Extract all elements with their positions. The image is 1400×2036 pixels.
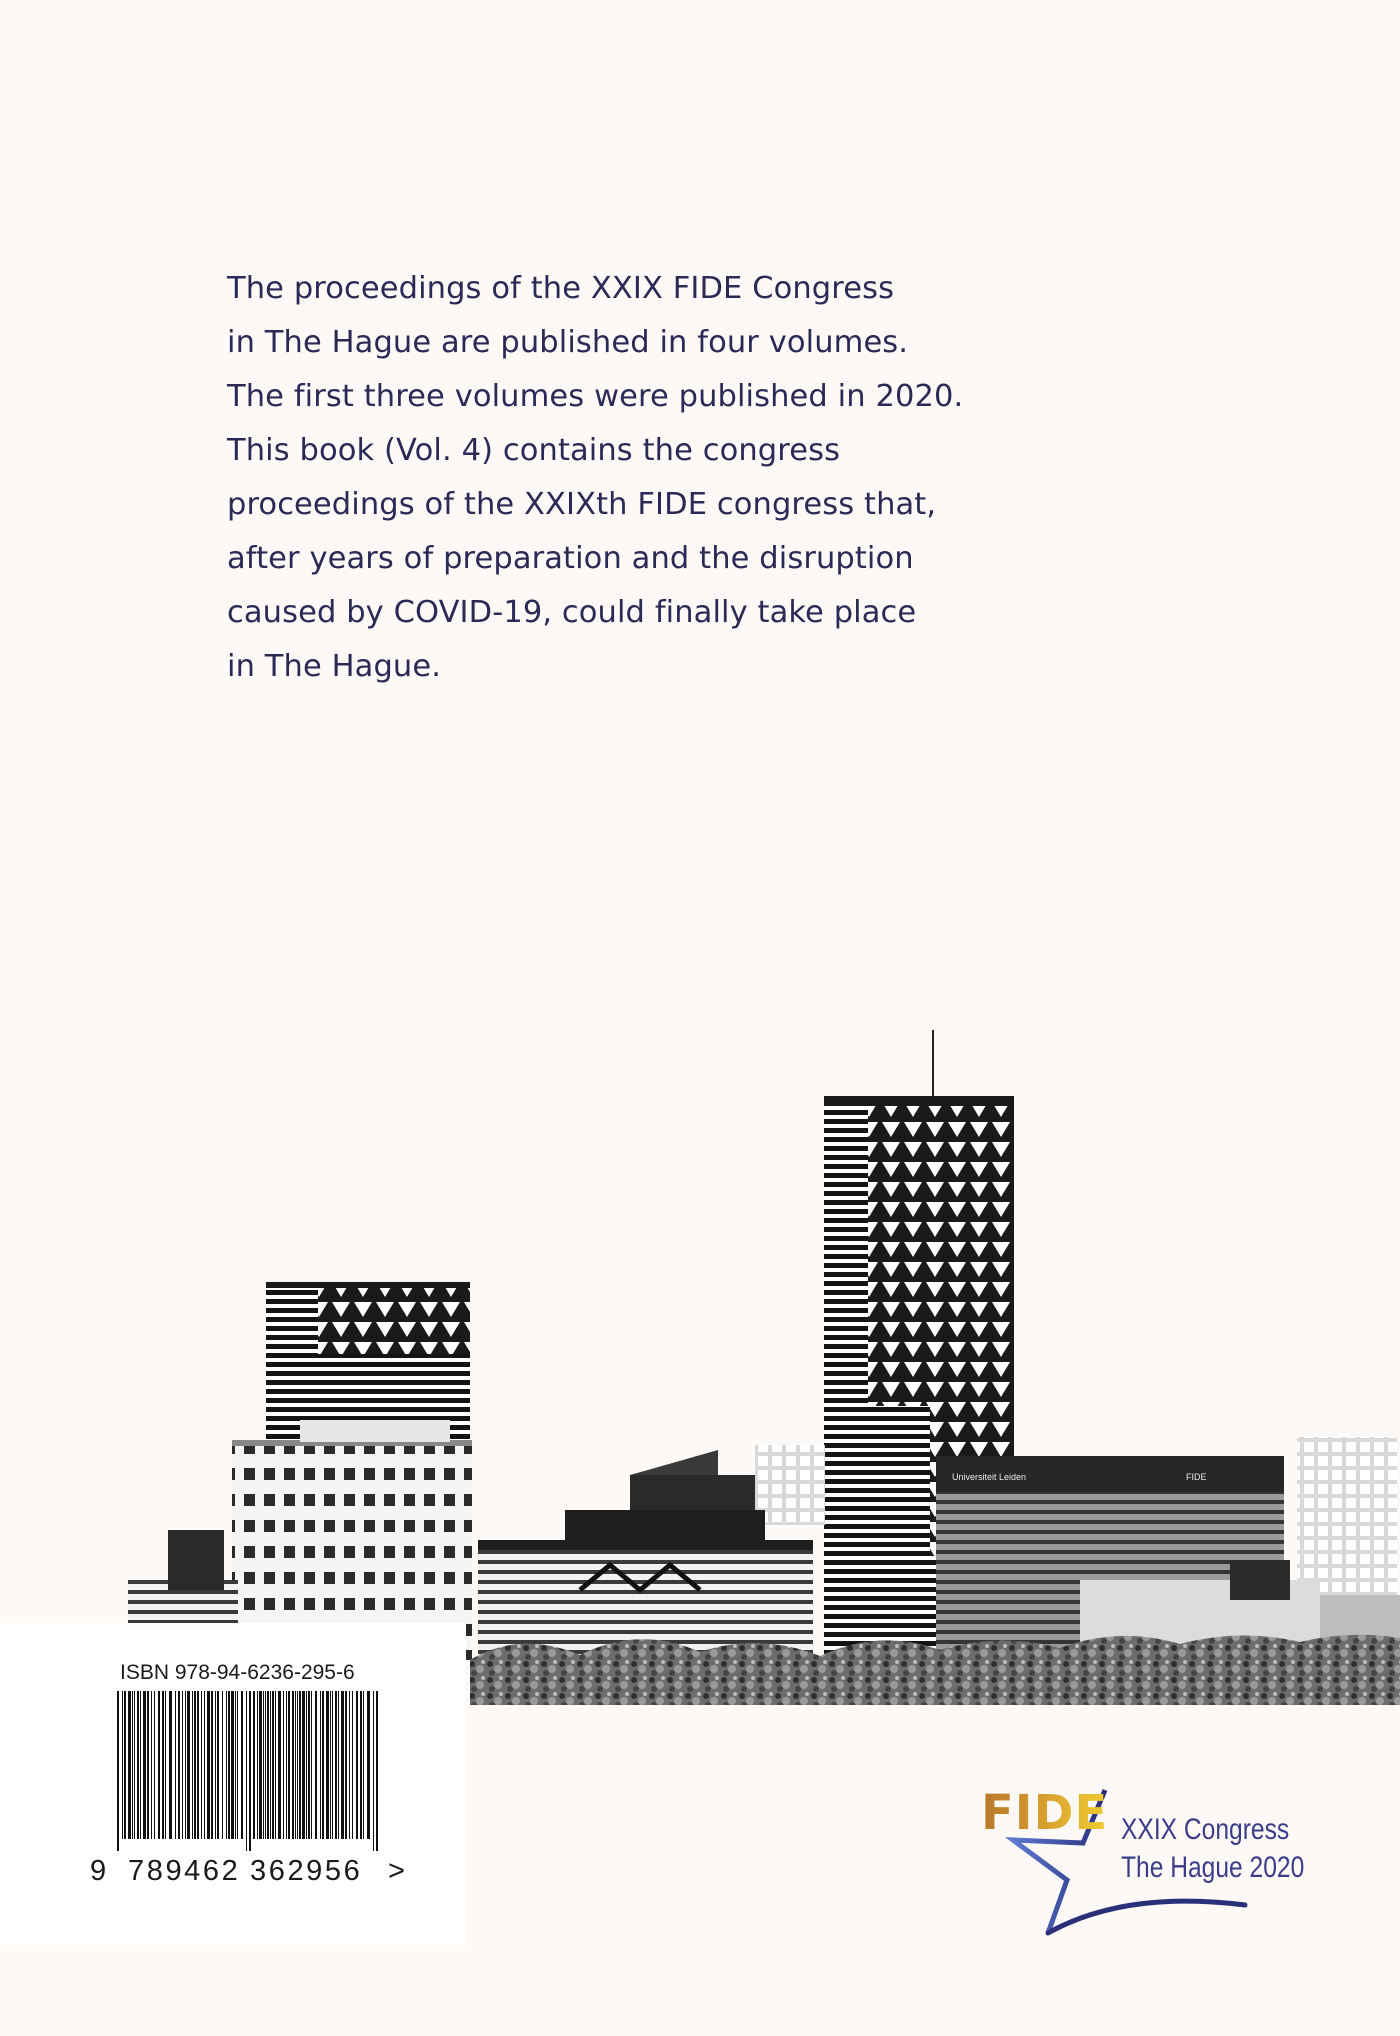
blurb-line: after years of preparation and the disruption bbox=[227, 541, 914, 576]
blurb-line: in The Hague. bbox=[227, 649, 441, 684]
barcode-right-group: 362956 bbox=[250, 1855, 363, 1887]
isbn-label: ISBN 978-94-6236-295-6 bbox=[120, 1661, 355, 1684]
building-sign: FIDE bbox=[1186, 1472, 1207, 1482]
barcode-icon bbox=[115, 1691, 380, 1851]
blurb-line: proceedings of the XXIXth FIDE congress that, bbox=[227, 487, 937, 522]
isbn-barcode-panel bbox=[0, 1623, 466, 1945]
logo-location-text: The Hague 2020 bbox=[1121, 1851, 1305, 1884]
city-skyline-illustration bbox=[0, 1020, 1400, 1705]
blurb-line: This book (Vol. 4) contains the congress bbox=[227, 433, 841, 468]
blurb-line: caused by COVID-19, could finally take place bbox=[227, 595, 917, 630]
barcode-left-group: 789462 bbox=[128, 1855, 241, 1887]
blurb-line: The proceedings of the XXIX FIDE Congress bbox=[227, 271, 895, 306]
fide-wordmark: FIDE bbox=[981, 1785, 1109, 1841]
building-sign: Universiteit Leiden bbox=[952, 1472, 1027, 1482]
barcode-digits bbox=[90, 1855, 420, 1889]
blurb-line: The first three volumes were published in 2020. bbox=[227, 379, 964, 414]
fide-congress-logo bbox=[975, 1785, 1335, 1945]
blurb-line: in The Hague are published in four volumes. bbox=[227, 325, 909, 360]
back-cover-blurb bbox=[227, 262, 1027, 694]
logo-congress-text: XXIX Congress bbox=[1121, 1813, 1290, 1846]
barcode-first-digit: 9 bbox=[90, 1855, 107, 1887]
barcode-end-mark: > bbox=[388, 1855, 405, 1887]
